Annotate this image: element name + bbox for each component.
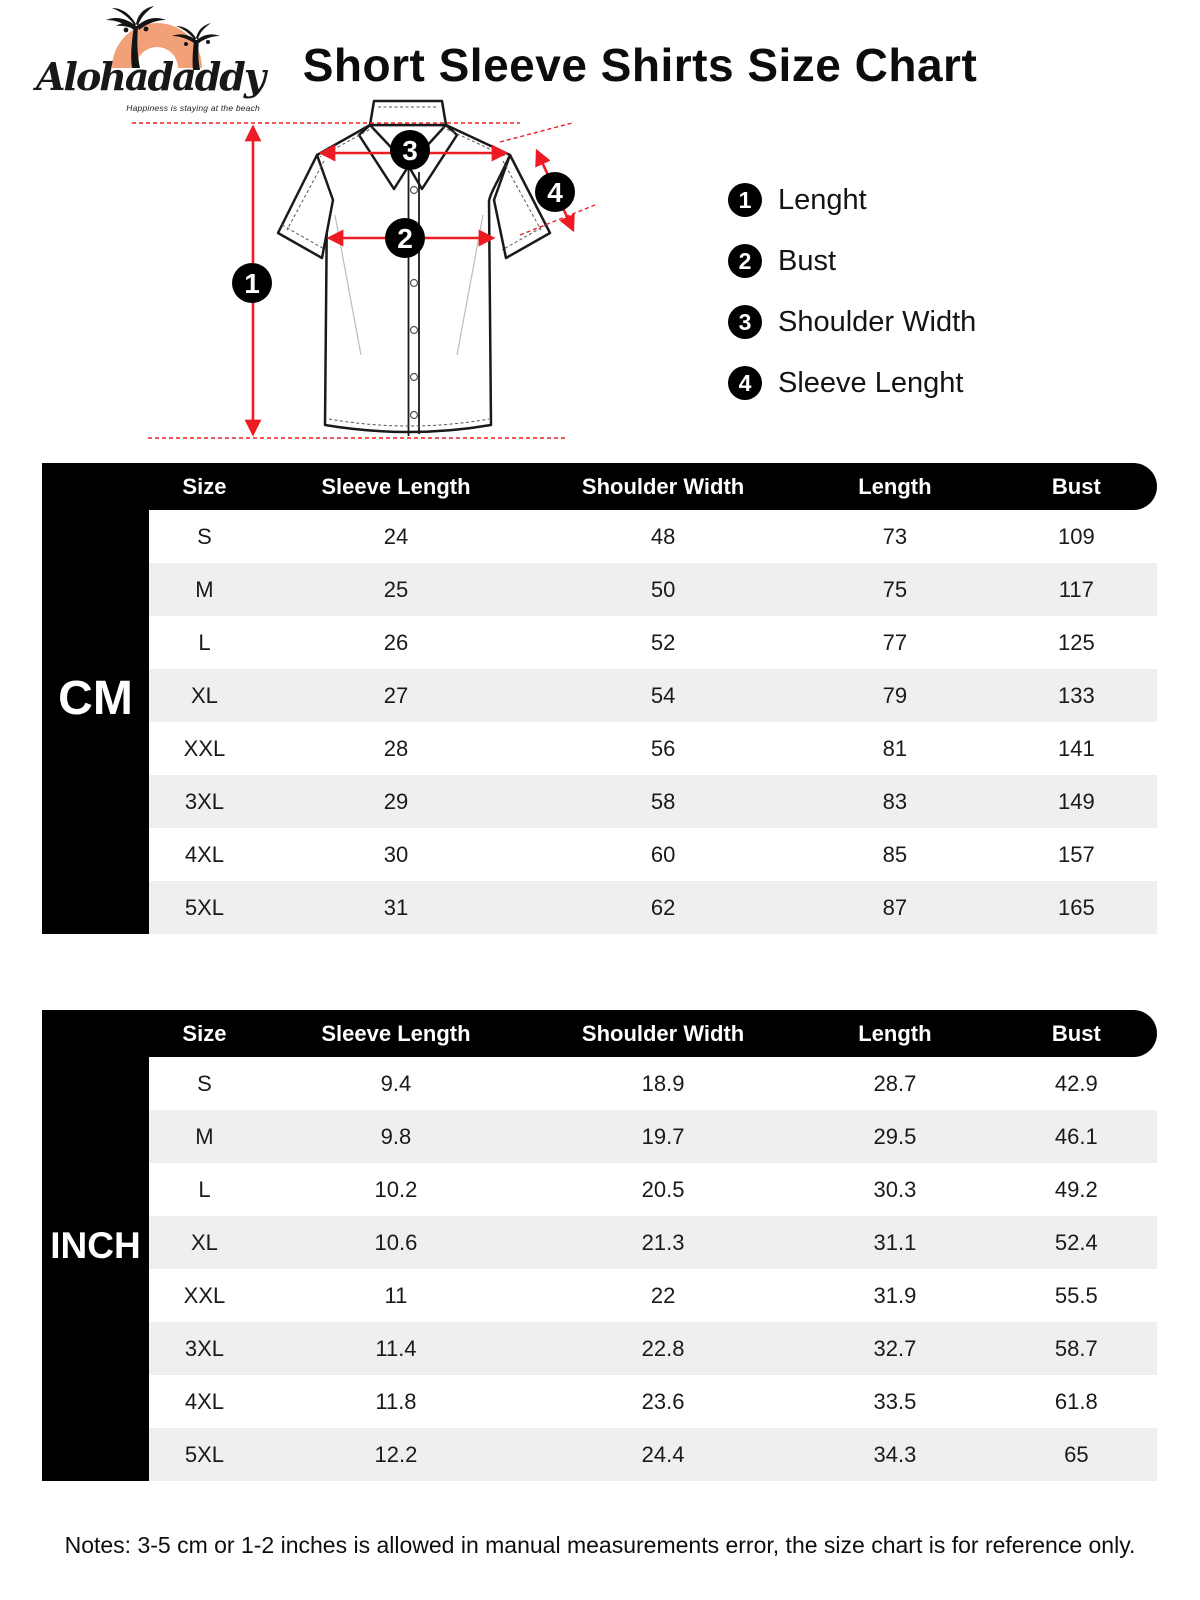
table-main (149, 1010, 1157, 1481)
table-cell: 24 (383, 523, 409, 549)
table-cell: 58 (650, 788, 676, 814)
table-cell: 22.8 (641, 1335, 685, 1361)
table-cell: 23.6 (641, 1388, 685, 1414)
size-table-inch (42, 1010, 1157, 1481)
table-cell: 52.4 (1054, 1229, 1098, 1255)
table-cell: 5XL (184, 894, 225, 920)
table-cell: 24.4 (641, 1441, 685, 1467)
table-body (149, 1057, 1157, 1481)
table-cell: XXL (183, 1282, 226, 1308)
legend-number-badge (728, 366, 762, 400)
table-row (149, 510, 1157, 563)
legend-item-bust (728, 243, 976, 279)
table-cell: 77 (882, 629, 908, 655)
table-cell: 22 (650, 1282, 676, 1308)
header-cell: Bust (1051, 1020, 1101, 1046)
table-row (149, 1110, 1157, 1163)
table-cell: 61.8 (1054, 1388, 1098, 1414)
table-cell: 165 (1057, 894, 1095, 920)
table-cell: XL (190, 682, 218, 708)
table-row (149, 1163, 1157, 1216)
legend-number-badge (728, 244, 762, 278)
table-cell: 29 (383, 788, 409, 814)
legend-item-sleeve-length (728, 365, 976, 401)
table-cell: 109 (1057, 523, 1095, 549)
table-cell: 5XL (184, 1441, 225, 1467)
table-cell: 141 (1057, 735, 1095, 761)
unit-label-cm: CM (42, 463, 149, 934)
header-cell: Shoulder Width (581, 473, 745, 499)
table-cell: 52 (650, 629, 676, 655)
table-cell: 3XL (184, 788, 225, 814)
legend-number-badge (728, 305, 762, 339)
brand-name: Alohadaddy (36, 54, 264, 99)
table-header-row (149, 1010, 1157, 1057)
table-cell: 79 (882, 682, 908, 708)
table-cell: 11 (384, 1282, 408, 1308)
table-cell: 4XL (184, 1388, 225, 1414)
table-cell: 27 (383, 682, 409, 708)
notes-text: Notes: 3-5 cm or 1-2 inches is allowed in manual measurements error, the size chart is for reference only. (64, 1532, 1136, 1558)
table-cell: L (198, 1176, 211, 1202)
table-row (149, 881, 1157, 934)
table-cell: 60 (650, 841, 676, 867)
table-cell: 81 (882, 735, 908, 761)
table-cell: L (198, 629, 211, 655)
legend-label: Lenght (778, 183, 867, 216)
table-row (149, 669, 1157, 722)
table-cell: 31 (383, 894, 409, 920)
legend-item-length (728, 182, 976, 218)
shirt-diagram (128, 93, 603, 448)
table-row (149, 1375, 1157, 1428)
table-cell: 87 (882, 894, 908, 920)
marker-2: 2 (397, 223, 413, 254)
table-cell: 117 (1058, 576, 1094, 602)
header-cell: Length (858, 473, 932, 499)
table-cell: 9.4 (380, 1070, 412, 1096)
table-cell: 30 (383, 841, 409, 867)
table-cell: 75 (882, 576, 908, 602)
table-cell: 3XL (184, 1335, 225, 1361)
table-cell: S (197, 523, 212, 549)
table-cell: 58.7 (1054, 1335, 1098, 1361)
header-cell: Size (182, 1020, 227, 1046)
brand-tagline: Happiness is staying at the beach (126, 103, 260, 113)
table-row (149, 1428, 1157, 1481)
table-cell: 11.4 (375, 1335, 417, 1361)
table-cell: 54 (650, 682, 676, 708)
table-cell: 30.3 (873, 1176, 917, 1202)
table-cell: 20.5 (641, 1176, 685, 1202)
table-cell: 31.9 (873, 1282, 917, 1308)
table-cell: 48 (650, 523, 676, 549)
table-cell: 29.5 (873, 1123, 917, 1149)
table-cell: 12.2 (374, 1441, 418, 1467)
table-row (149, 1057, 1157, 1110)
table-row (149, 1322, 1157, 1375)
table-cell: 21.3 (641, 1229, 685, 1255)
marker-3: 3 (402, 135, 418, 166)
marker-4: 4 (547, 177, 563, 208)
table-cell: 28 (383, 735, 409, 761)
table-cell: 9.8 (380, 1123, 412, 1149)
table-cell: XXL (183, 735, 226, 761)
table-cell: 133 (1057, 682, 1095, 708)
legend-number: 2 (738, 247, 752, 274)
table-cell: 34.3 (873, 1441, 917, 1467)
table-cell: 26 (383, 629, 409, 655)
table-cell: 50 (650, 576, 676, 602)
table-cell: M (195, 1123, 214, 1149)
header-cell: Sleeve Length (321, 1020, 471, 1046)
table-row (149, 563, 1157, 616)
table-cell: 49.2 (1054, 1176, 1098, 1202)
page-title: Short Sleeve Shirts Size Chart (302, 39, 978, 91)
table-cell: 65 (1064, 1441, 1089, 1467)
table-cell: 56 (650, 735, 676, 761)
table-cell: 55.5 (1054, 1282, 1098, 1308)
unit-label-inch: INCH (42, 1010, 149, 1481)
table-cell: 31.1 (873, 1229, 917, 1255)
legend-label: Bust (778, 244, 837, 277)
table-cell: 83 (882, 788, 908, 814)
table-cell: 11.8 (375, 1388, 417, 1414)
table-cell: 25 (383, 576, 409, 602)
table-cell: M (195, 576, 214, 602)
table-cell: 149 (1057, 788, 1095, 814)
table-cell: 18.9 (641, 1070, 685, 1096)
table-main (149, 463, 1157, 934)
legend-label: Sleeve Lenght (778, 366, 964, 399)
table-row (149, 1269, 1157, 1322)
table-row (149, 722, 1157, 775)
table-cell: XL (190, 1229, 218, 1255)
table-header-row (149, 463, 1157, 510)
legend-number: 3 (738, 308, 752, 335)
legend-number: 1 (738, 186, 752, 213)
header-cell: Bust (1051, 473, 1101, 499)
legend-label: Shoulder Width (778, 305, 977, 338)
table-row (149, 775, 1157, 828)
table-row (149, 1216, 1157, 1269)
table-cell: 157 (1057, 841, 1095, 867)
marker-1: 1 (244, 268, 260, 299)
table-cell: 10.6 (374, 1229, 418, 1255)
table-cell: 46.1 (1054, 1123, 1098, 1149)
table-cell: 19.7 (641, 1123, 685, 1149)
table-body (149, 510, 1157, 934)
table-cell: S (197, 1070, 212, 1096)
table-cell: 62 (650, 894, 676, 920)
legend-number: 4 (738, 369, 752, 396)
header-cell: Shoulder Width (581, 1020, 745, 1046)
table-cell: 32.7 (873, 1335, 917, 1361)
table-cell: 33.5 (873, 1388, 917, 1414)
header-cell: Length (858, 1020, 932, 1046)
table-cell: 85 (882, 841, 908, 867)
table-cell: 28.7 (873, 1070, 917, 1096)
header-cell: Sleeve Length (321, 473, 471, 499)
header-cell: Size (182, 473, 227, 499)
measurement-legend (728, 182, 976, 426)
size-table-cm (42, 463, 1157, 934)
table-row (149, 616, 1157, 669)
table-cell: 10.2 (374, 1176, 418, 1202)
legend-item-shoulder-width (728, 304, 976, 340)
table-cell: 125 (1057, 629, 1095, 655)
table-cell: 73 (882, 523, 908, 549)
table-cell: 4XL (184, 841, 225, 867)
legend-number-badge (728, 183, 762, 217)
table-row (149, 828, 1157, 881)
table-cell: 42.9 (1054, 1070, 1098, 1096)
